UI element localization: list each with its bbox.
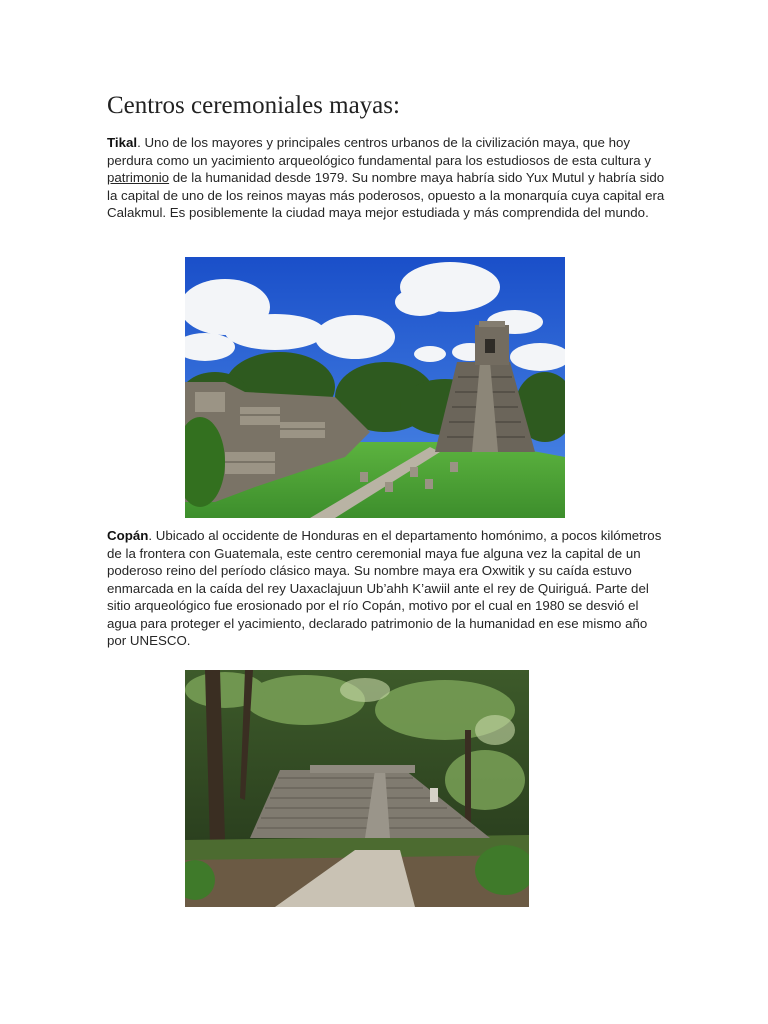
copan-photo: [185, 670, 529, 907]
copan-paragraph: [107, 527, 667, 650]
tikal-photo: [185, 257, 565, 518]
tikal-heading: Tikal: [107, 135, 138, 150]
tikal-text-before: . Uno de los mayores y principales centros urbanos de la civilización maya, que hoy perdura como un yacimiento arqueológico fundamental para los estudiosos de esta cultura y: [107, 135, 652, 168]
copan-heading: Copán: [107, 528, 149, 543]
page-title: Centros ceremoniales mayas:: [107, 92, 400, 119]
tikal-paragraph: [107, 134, 667, 222]
copan-text: . Ubicado al occidente de Honduras en el departamento homónimo, a pocos kilómetros de la frontera con Guatemala, este centro ceremonial maya fue alguna vez la capital de un poderoso reino del período clásico maya. Su nombre maya era Oxwitik y su caída estuvo enmarcada en la caída del rey Uaxaclajuun Ub’ahh K’awiil ante el rey de Quiriguá. Parte del sitio arqueológico fue erosionado por el río Copán, motivo por el cual en 1980 se desvió el agua para proteger el yacimiento, declarado patrimonio de la humanidad en ese mismo año por UNESCO.: [107, 528, 662, 648]
tikal-text-after: de la humanidad desde 1979. Su nombre maya habría sido Yux Mutul y habría sido la capital de uno de los reinos mayas más poderosos, opuesto a la monarquía cuya capital era Calakmul. Es posiblemente la ciudad maya mejor estudiada y más comprendida del mundo.: [107, 170, 665, 220]
patrimonio-link[interactable]: patrimonio: [107, 170, 170, 185]
